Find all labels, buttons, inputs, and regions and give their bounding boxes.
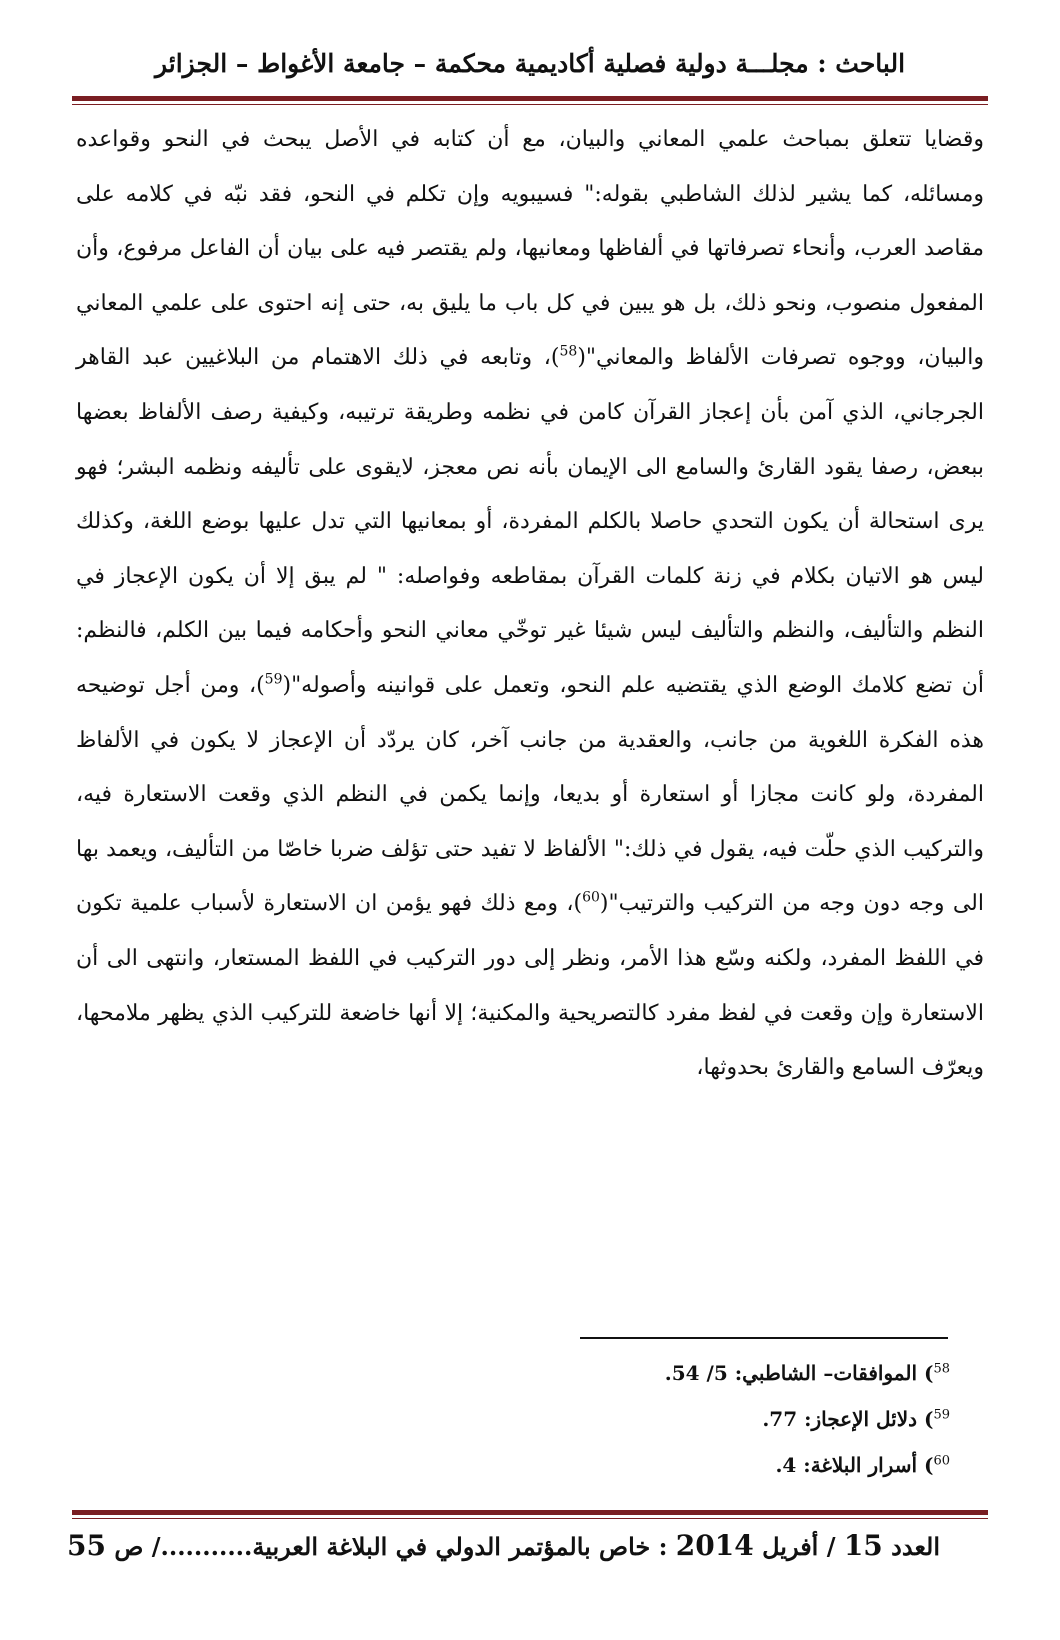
footnote-text: ) أسرار البلاغة: 4.: [775, 1453, 934, 1477]
footnote-number: 58: [933, 1361, 950, 1377]
footer-divider-thin: [72, 1518, 988, 1519]
issue-number: 15: [843, 1529, 883, 1562]
issue-separator: /: [826, 1532, 836, 1561]
issue-month: أفريل: [762, 1532, 819, 1561]
page-number: 55: [67, 1529, 106, 1562]
footnote-text: ) الموافقات– الشاطبي: 5/ 54.: [664, 1361, 934, 1385]
body-part-4: )، ومع ذلك فهو يؤمن ان الاستعارة لأسباب علمية تكون في اللفظ المفرد، ولكنه وسّع هذا الأمر، ونظر إلى دور التركيب في اللفظ المستعار، وانتهى الى أن الاستعارة وإن وقعت في لفظ مفرد كالتصريحية والمكنية؛ إلا أنها خاضعة للتركيب الذي يظهر ملامحها، ويعرّف السامع والقارئ بحدوثها،: [76, 891, 984, 1081]
footnote-separator: [580, 1337, 948, 1339]
conference-note: : خاص بالمؤتمر الدولي في البلاغة العربية.........../ ص: [114, 1532, 668, 1561]
header-divider-thin: [72, 104, 988, 105]
footnote-number: 59: [933, 1407, 950, 1423]
footnote-item: [76, 1442, 950, 1488]
footnote-number: 60: [933, 1453, 950, 1469]
issue-label: العدد: [891, 1532, 940, 1561]
body-part-3: )، ومن أجل توضيحه هذه الفكرة اللغوية من جانب، والعقدية من جانب آخر، كان يردّد أن الإعجاز لا يكون في الألفاظ المفردة، ولو كانت مجازا أو استعارة أو بديعا، وإنما يكمن في النظم الذي وقعت الاستعارة فيه، والتركيب الذي حلّت فيه، يقول في ذلك:" الألفاظ لا تفيد حتى تؤلف ضربا خاصّا من التأليف، ويعمد بها الى وجه دون وجه من التركيب والترتيب"(: [76, 672, 984, 917]
issue-year: 2014: [675, 1529, 754, 1562]
footer-divider: [72, 1510, 988, 1519]
body-part-1: وقضايا تتعلق بمباحث علمي المعاني والبيان، مع أن كتابه في الأصل يبحث في النحو وقواعده ومسائله، كما يشير لذلك الشاطبي بقوله:" فسيبويه وإن تكلم في النحو، فقد نبّه في كلامه على مقاصد العرب، وأنحاء تصرفاتها في ألفاظها ومعانيها، ولم يقتصر فيه على بيان أن الفاعل مرفوع، وأن المفعول منصوب، ونحو ذلك، بل هو يبين في كل باب ما يليق به، حتى إنه احتوى على علمي المعاني والبيان، ووجوه تصرفات الألفاظ والمعاني"(: [76, 127, 984, 371]
page-footer: [67, 1524, 940, 1569]
header-divider: [72, 96, 988, 105]
footnote-ref-59: 59: [264, 671, 283, 688]
footnote-item: [76, 1396, 950, 1442]
footnote-text: ) دلائل الإعجاز: 77.: [762, 1407, 934, 1431]
footnote-ref-58: 58: [559, 344, 578, 361]
body-part-2: )، وتابعه في ذلك الاهتمام من البلاغيين عبد القاهر الجرجاني، الذي آمن بأن إعجاز القرآن كامن في نظمه وطريقة ترتيبه، وكيفية رصف الألفاظ بعضها ببعض، رصفا يقود القارئ والسامع الى الإيمان بأنه نص معجز، لايقوى على تأليفه ونظمه البشر؛ فهو يرى استحالة أن يكون التحدي حاصلا بالكلم المفردة، أو بمعانيها التي تدل عليها بوضع اللغة، وكذلك ليس هو الاتيان بكلام في زنة كلمات القرآن بمقاطعه وفواصله: " لم يبق إلا أن يكون الإعجاز في النظم والتأليف، والنظم والتأليف ليس شيئا غير توخّي معاني النحو وأحكامه فيما بين الكلم، فالنظم: أن تضع كلامك الوضع الذي يقتضيه علم النحو، وتعمل على قوانينه وأصوله"(: [76, 345, 984, 698]
footnote-item: [76, 1350, 950, 1396]
footnote-ref-60: 60: [582, 889, 600, 906]
article-body: [76, 113, 984, 1096]
journal-header-title: الباحث : مجلـــة دولية فصلية أكاديمية محكمة – جامعة الأغواط – الجزائر: [154, 49, 906, 78]
footnotes-list: [76, 1350, 950, 1488]
